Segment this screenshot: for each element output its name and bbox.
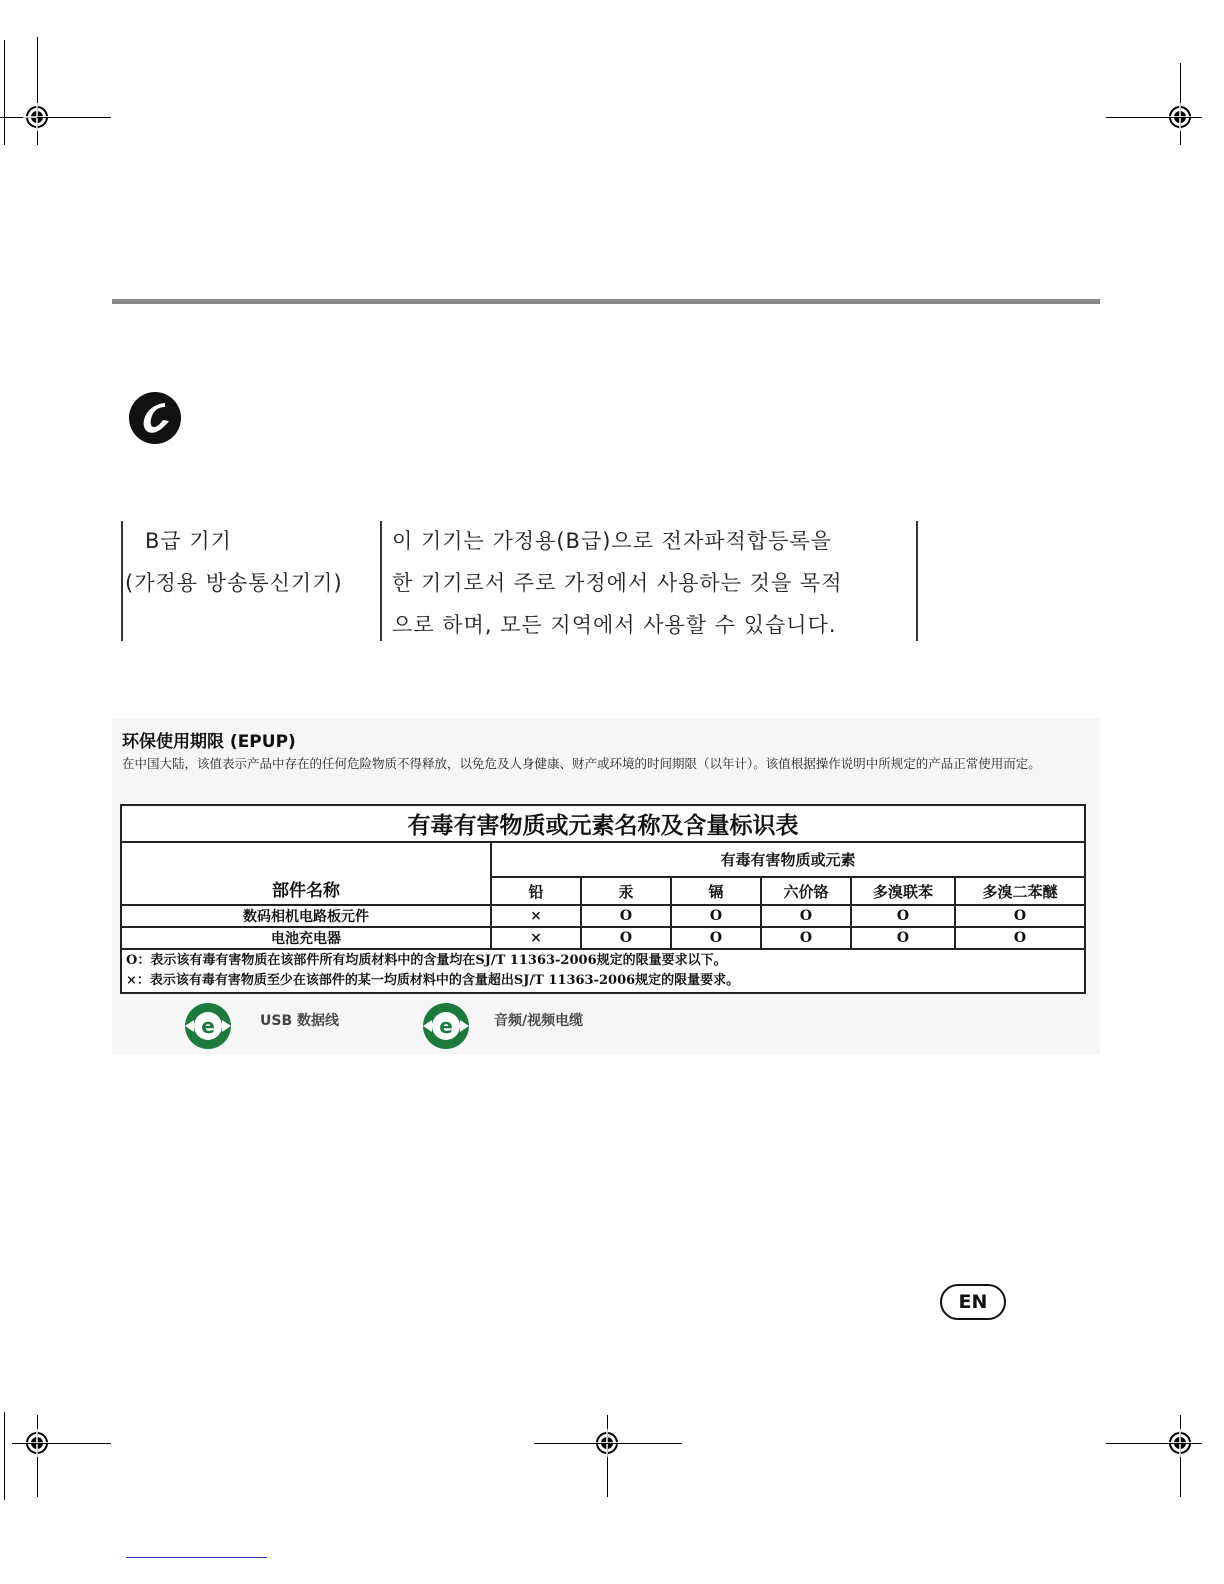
column-header: 镉 — [671, 877, 761, 905]
substance-cell: × — [491, 927, 581, 949]
registration-line — [12, 1443, 111, 1444]
epup-e-logo-icon — [420, 1000, 472, 1052]
part-name-cell: 数码相机电路板元件 — [121, 905, 491, 927]
table-title: 有毒有害物质或元素名称及含量标识表 — [121, 805, 1085, 842]
c-tick-mark-icon — [127, 390, 183, 446]
epup-title: 环保使用期限 (EPUP) — [122, 732, 296, 752]
registration-line — [37, 117, 111, 118]
svg-text:e: e — [439, 1014, 453, 1038]
table-row — [121, 905, 1085, 927]
substance-cell: O — [851, 905, 955, 927]
substance-cell: O — [761, 927, 851, 949]
substance-cell: O — [581, 927, 671, 949]
kr-notice-line-2: 한 기기로서 주로 가정에서 사용하는 것을 목적 — [392, 571, 843, 595]
part-name-cell: 电池充电器 — [121, 927, 491, 949]
kr-class-label: B급 기기 — [145, 529, 232, 553]
substance-cell: O — [955, 905, 1085, 927]
substance-cell: O — [761, 905, 851, 927]
kr-class-desc: (가정용 방송통신기기) — [125, 571, 343, 595]
part-name-header: 部件名称 — [121, 842, 491, 905]
substance-cell: × — [491, 905, 581, 927]
column-header: 汞 — [581, 877, 671, 905]
epup-description: 在中国大陆，该值表示产品中存在的任何危险物质不得释放，以免危及人身健康、财产或环境的时间期限（以年计）。该值根据操作说明中所规定的产品正常使用而定。 — [122, 756, 1041, 771]
logo-label-usb: USB 数据线 — [260, 1013, 339, 1029]
substance-cell: O — [671, 927, 761, 949]
kr-device-class-cell — [121, 521, 382, 641]
epup-e-logo-icon — [182, 1000, 234, 1052]
kr-notice-text-cell — [380, 521, 918, 641]
column-header: 铅 — [491, 877, 581, 905]
kr-notice-line-3: 으로 하며, 모든 지역에서 사용할 수 있습니다. — [392, 613, 837, 637]
column-header: 多溴二苯醚 — [955, 877, 1085, 905]
substance-cell: O — [581, 905, 671, 927]
crop-line — [4, 40, 5, 145]
table-notes — [121, 949, 1085, 993]
table-row — [121, 927, 1085, 949]
substance-cell: O — [851, 927, 955, 949]
note-circle: O：表示该有毒有害物质在该部件所有均质材料中的含量均在SJ/T 11363-2006规定的限量要求以下。 — [126, 953, 727, 968]
substance-cell: O — [955, 927, 1085, 949]
note-cross: ×：表示该有毒有害物质至少在该部件的某一均质材料中的含量超出SJ/T 11363-2006规定的限量要求。 — [126, 973, 740, 988]
substance-cell: O — [671, 905, 761, 927]
registration-line — [1106, 1443, 1202, 1444]
section-divider — [112, 299, 1100, 304]
epup-section — [112, 718, 1100, 1054]
crop-line — [4, 1412, 5, 1500]
svg-text:e: e — [201, 1014, 215, 1038]
column-header: 六价铬 — [761, 877, 851, 905]
substance-group-header: 有毒有害物质或元素 — [491, 842, 1085, 877]
column-header: 多溴联苯 — [851, 877, 955, 905]
logo-label-av-cable: 音频/视频电缆 — [494, 1013, 584, 1029]
korean-kc-notice — [121, 521, 918, 641]
hazardous-substance-table — [120, 804, 1086, 994]
registration-line — [1106, 117, 1202, 118]
registration-line — [534, 1443, 682, 1444]
language-badge: EN — [940, 1284, 1006, 1320]
kr-notice-line-1: 이 기기는 가정용(B급)으로 전자파적합등록을 — [392, 529, 832, 553]
footer-link-underline — [126, 1557, 267, 1558]
